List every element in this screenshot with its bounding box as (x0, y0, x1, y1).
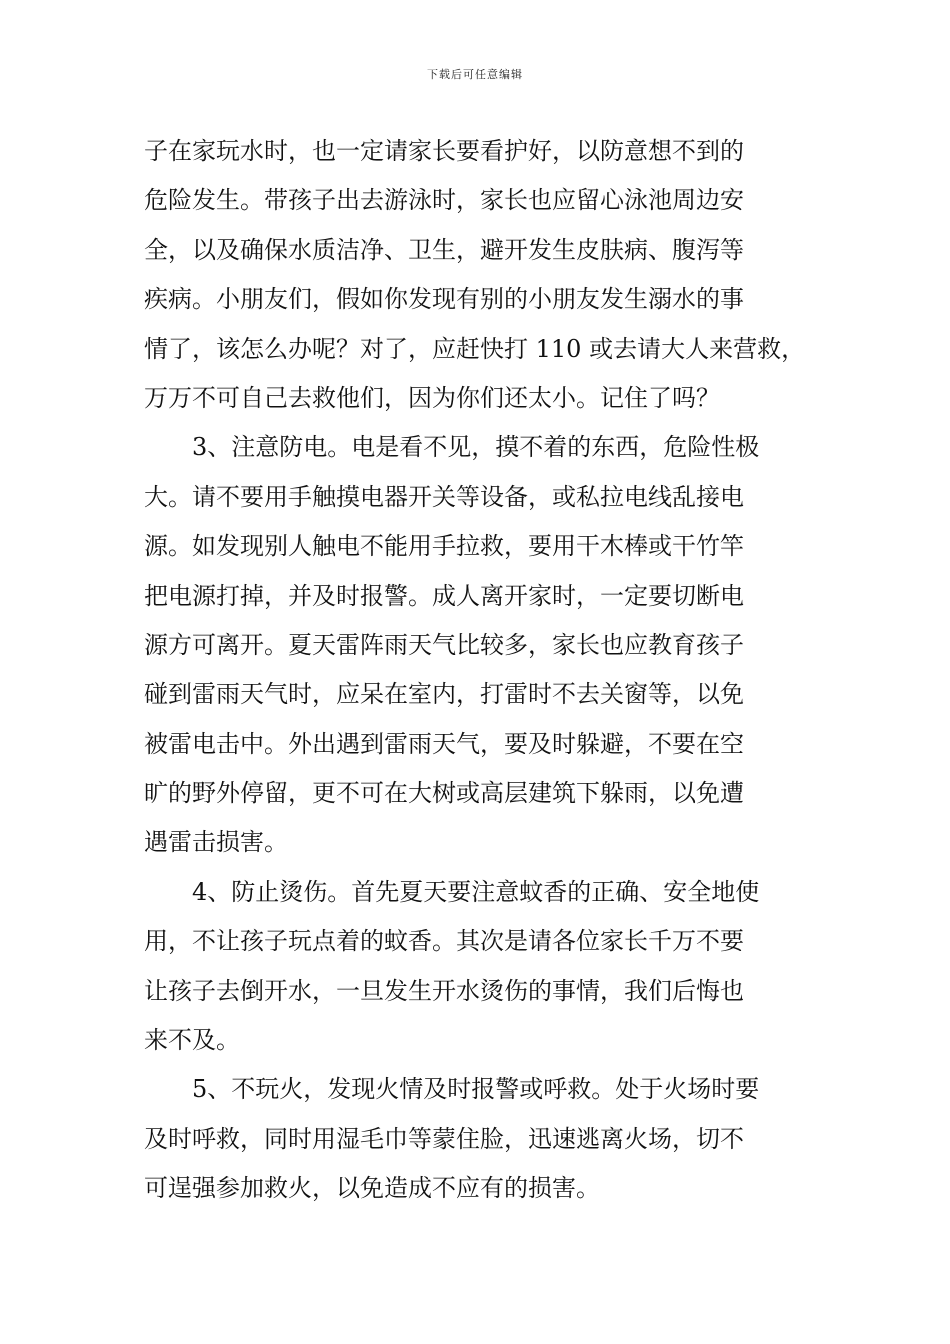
text-line: 子在家玩水时，也一定请家长要看护好，以防意想不到的 (144, 137, 744, 165)
text-line: 情了，该怎么办呢？对了，应赶快打 110 或去请大人来营救， (144, 334, 806, 363)
text-line: 大。请不要用手触摸电器开关等设备，或私拉电线乱接电 (144, 482, 744, 511)
text-line: 及时呼救，同时用湿毛巾等蒙住脸，迅速逃离火场，切不 (144, 1124, 744, 1153)
body-text (144, 127, 809, 1214)
text-line: 源。如发现别人触电不能用手拉救，要用干木棒或干竹竿 (144, 532, 744, 561)
paragraph-start-line: 5、不玩火，发现火情及时报警或呼救。处于火场时要 (192, 1075, 760, 1104)
text-line: 把电源打掉，并及时报警。成人离开家时，一定要切断电 (144, 581, 744, 610)
text-line: 万万不可自己去救他们，因为你们还太小。记住了吗？ (144, 383, 720, 412)
text-line: 疾病。小朋友们，假如你发现有别的小朋友发生溺水的事 (144, 285, 744, 314)
text-line: 让孩子去倒开水，一旦发生开水烫伤的事情，我们后悔也 (144, 976, 744, 1005)
paragraph-start-line: 3、注意防电。电是看不见，摸不着的东西，危险性极 (192, 433, 760, 462)
text-line: 旷的野外停留，更不可在大树或高层建筑下躲雨，以免遭 (144, 779, 744, 808)
text-line: 被雷电击中。外出遇到雷雨天气，要及时躲避，不要在空 (144, 729, 744, 758)
paragraph-start-line: 4、防止烫伤。首先夏天要注意蚊香的正确、安全地使 (192, 877, 760, 906)
text-line: 可逞强参加救火，以免造成不应有的损害。 (144, 1174, 600, 1203)
text-line: 来不及。 (144, 1026, 240, 1055)
text-line: 遇雷击损害。 (144, 828, 288, 857)
text-line: 源方可离开。夏天雷阵雨天气比较多，家长也应教育孩子 (144, 630, 744, 659)
text-line: 碰到雷雨天气时，应呆在室内，打雷时不去关窗等，以免 (144, 680, 744, 709)
text-line: 危险发生。带孩子出去游泳时，家长也应留心泳池周边安 (144, 186, 744, 215)
text-line: 全，以及确保水质洁净、卫生，避开发生皮肤病、腹泻等 (144, 235, 744, 264)
text-line: 用，不让孩子玩点着的蚊香。其次是请各位家长千万不要 (144, 927, 744, 956)
header-note: 下载后可任意编辑 (427, 68, 523, 81)
